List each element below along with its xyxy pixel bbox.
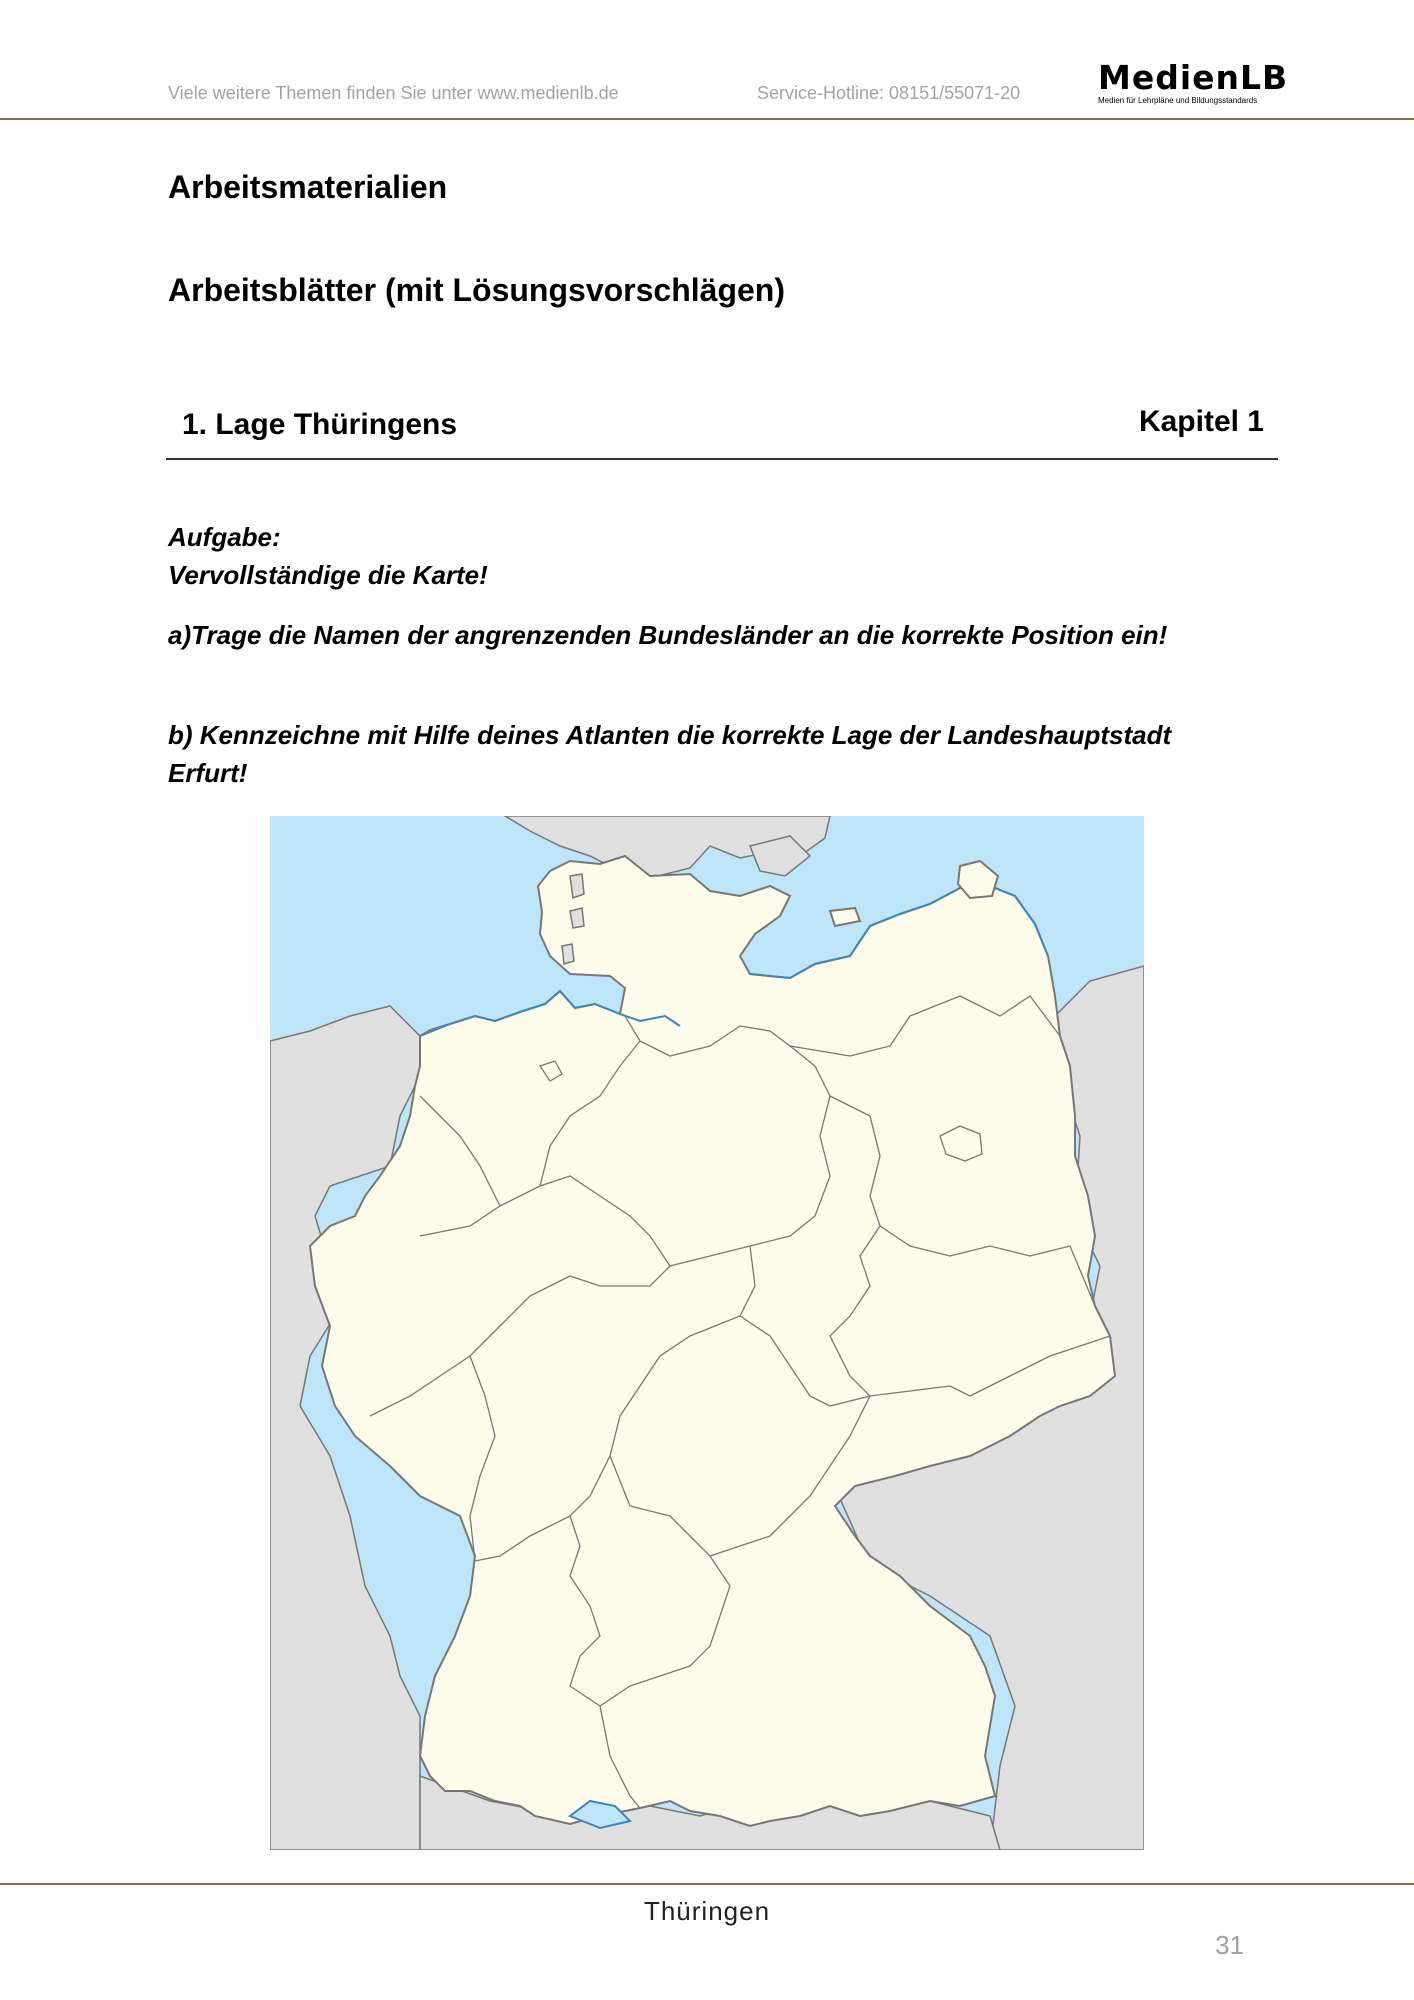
page-subtitle: Arbeitsblätter (mit Lösungsvorschlägen)	[168, 272, 785, 308]
page-title: Arbeitsmaterialien	[168, 169, 448, 205]
section-divider	[166, 458, 1278, 460]
footer-title: Thüringen	[643, 1896, 771, 1926]
header-website-note: Viele weitere Themen finden Sie unter www.medienlb.de	[168, 83, 619, 103]
task-intro: Vervollständige die Karte!	[168, 560, 488, 590]
chapter-label: Kapitel 1	[1138, 405, 1264, 438]
footer-divider	[0, 1883, 1414, 1885]
germany-blank-map	[270, 816, 1144, 1850]
page-number: 31	[1215, 1930, 1244, 1960]
logo-tagline: Medien für Lehrpläne und Bildungsstandards	[1098, 96, 1258, 105]
task-part-a: a)Trage die Namen der angrenzenden Bundesländer an die korrekte Position ein!	[168, 620, 1168, 650]
logo-name: MedienLB	[1098, 58, 1289, 97]
task-part-b: b) Kennzeichne mit Hilfe deines Atlanten die korrekte Lage der Landeshauptstadt Erfurt!	[168, 720, 1172, 788]
header-divider	[0, 118, 1414, 120]
task-label: Aufgabe:	[168, 522, 281, 552]
header-hotline: Service-Hotline: 08151/55071-20	[757, 83, 1021, 103]
section-title: 1. Lage Thüringens	[182, 408, 458, 441]
medienlb-logo	[1098, 60, 1294, 105]
